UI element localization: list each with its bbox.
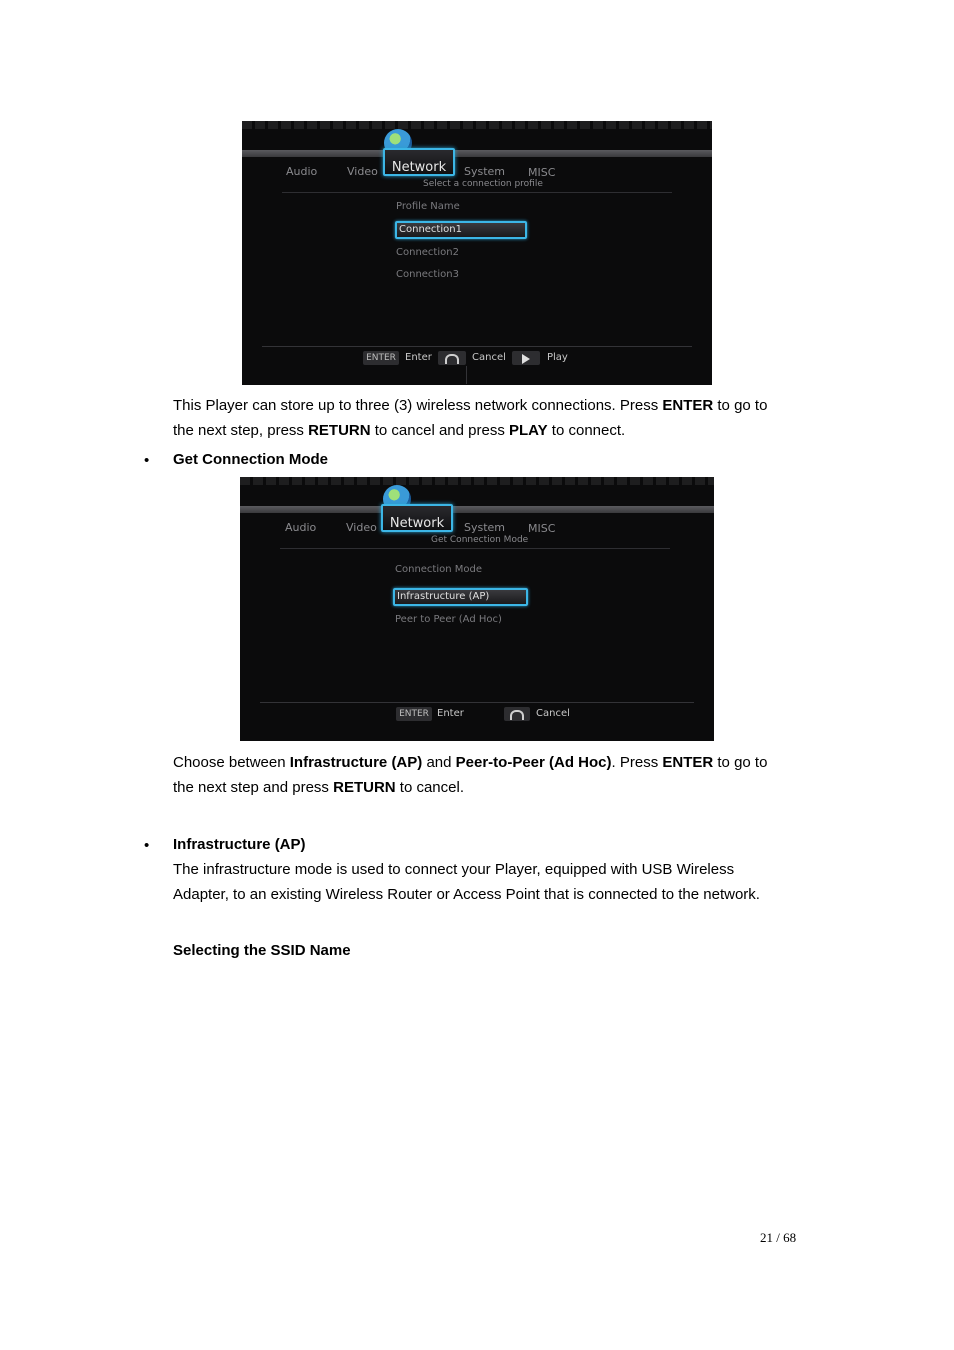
top-band: [240, 477, 714, 485]
enter-key-icon: ENTER: [363, 351, 399, 365]
section-heading-ssid: Selecting the SSID Name: [173, 942, 351, 959]
list-item[interactable]: Peer to Peer (Ad Hoc): [395, 614, 502, 625]
tab-misc[interactable]: MISC: [528, 166, 556, 179]
list-title: Profile Name: [396, 201, 460, 212]
paragraph-store-connections: This Player can store up to three (3) wireless network connections. Press ENTER to go to the next step, press RETURN to cancel and press PLAY to connect.: [173, 397, 768, 439]
section-heading-connection-mode: Get Connection Mode: [173, 451, 328, 468]
play-label[interactable]: Play: [547, 352, 568, 363]
return-icon: [504, 707, 530, 721]
divider: [282, 192, 672, 193]
screenshot-connection-mode: [240, 477, 714, 741]
play-icon: [512, 351, 540, 365]
bullet-icon: •: [144, 452, 150, 469]
section-heading-infrastructure: Infrastructure (AP): [173, 836, 306, 853]
menu-bar: [242, 150, 712, 157]
tab-system[interactable]: System: [464, 521, 506, 534]
menu-bar: [240, 506, 714, 513]
tab-network[interactable]: Network: [381, 504, 453, 532]
list-title: Connection Mode: [395, 564, 483, 575]
menu-subtitle: Select a connection profile: [423, 179, 543, 189]
footer-divider: [260, 702, 694, 703]
section-infrastructure: Infrastructure (AP) The infrastructure mode is used to connect your Player, equipped with USB Wireless Adapter, to an existing Wireless Router or Access Point that is connected to the network.: [173, 836, 760, 903]
list-item-selected[interactable]: Connection1: [395, 221, 527, 239]
list-item-selected[interactable]: Infrastructure (AP): [393, 588, 528, 606]
menu-subtitle: Get Connection Mode: [431, 535, 529, 545]
cancel-label[interactable]: Cancel: [536, 708, 570, 719]
cancel-label[interactable]: Cancel: [472, 352, 506, 363]
tab-system[interactable]: System: [464, 165, 506, 178]
paragraph-choose-mode: Choose between Infrastructure (AP) and Peer-to-Peer (Ad Hoc). Press ENTER to go to the next step and press RETURN to cancel.: [173, 754, 768, 796]
footer-separator: [466, 366, 467, 384]
tab-audio[interactable]: Audio: [285, 521, 317, 534]
footer-divider: [262, 346, 692, 347]
tab-misc[interactable]: MISC: [528, 522, 556, 535]
list-item[interactable]: Connection3: [396, 269, 459, 280]
enter-key-icon: ENTER: [396, 707, 432, 721]
screenshot-connection-profile: [242, 121, 712, 385]
page-number: 21 / 68: [760, 1230, 797, 1245]
bullet-icon: •: [144, 837, 150, 854]
tab-video[interactable]: Video: [347, 165, 378, 178]
tab-video[interactable]: Video: [346, 521, 377, 534]
divider: [280, 548, 670, 549]
enter-label[interactable]: Enter: [405, 352, 432, 363]
tab-audio[interactable]: Audio: [286, 165, 318, 178]
top-band: [242, 121, 712, 129]
tab-network[interactable]: Network: [383, 148, 455, 176]
return-icon: [438, 351, 466, 365]
enter-label[interactable]: Enter: [437, 708, 464, 719]
list-item[interactable]: Connection2: [396, 247, 459, 258]
